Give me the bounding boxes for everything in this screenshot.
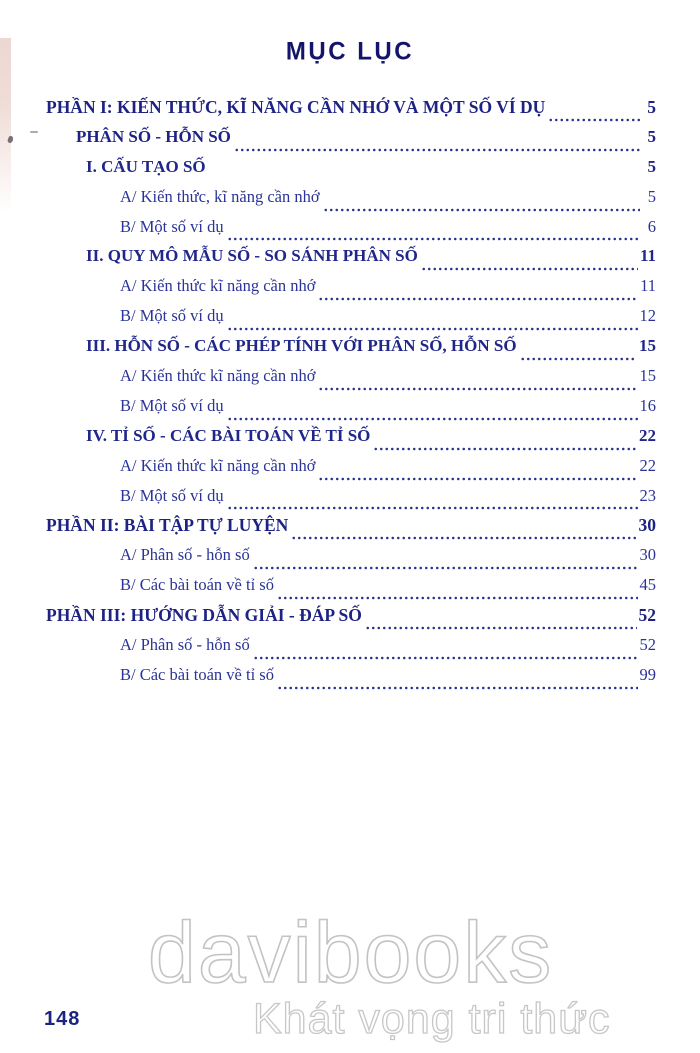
scan-speck: [30, 131, 38, 133]
toc-entry-page: 99: [639, 664, 656, 684]
toc-entry-page: 45: [639, 575, 656, 595]
toc-entry-label: B/ Các bài toán về tỉ số: [120, 575, 274, 595]
toc-entry-label: PHẦN III: HƯỚNG DẪN GIẢI - ĐÁP SỐ: [46, 605, 362, 626]
toc-entry-page: 16: [639, 395, 656, 415]
toc-entry-page: 52: [639, 635, 656, 655]
dotted-leader: [520, 357, 637, 361]
toc-entry-page: 11: [640, 276, 656, 296]
dotted-leader: [234, 148, 640, 152]
table-of-contents: [0, 97, 700, 695]
toc-entry-label: PHẦN I: KIẾN THỨC, KĨ NĂNG CẦN NHỚ VÀ MỘT SỐ VÍ DỤ: [46, 97, 546, 117]
toc-entry: [46, 545, 656, 575]
toc-entry: [46, 187, 656, 217]
toc-entry: [46, 217, 656, 247]
toc-entry-label: III. HỖN SỐ - CÁC PHÉP TÍNH VỚI PHÂN SỐ, HỖN SỐ: [86, 336, 517, 356]
toc-entry: [46, 396, 656, 426]
toc-entry: [46, 426, 656, 456]
dotted-leader: [421, 267, 638, 271]
toc-entry-label: A/ Kiến thức kĩ năng cần nhớ: [120, 366, 316, 386]
toc-entry: [46, 306, 656, 336]
toc-entry-label: A/ Phân số - hỗn số: [120, 545, 250, 565]
dotted-leader: [227, 417, 638, 421]
toc-entry: [46, 246, 656, 276]
dotted-leader: [227, 237, 640, 241]
watermark-davibooks: davibooks: [148, 905, 554, 1001]
toc-entry: [46, 157, 656, 187]
toc-entry-page: 6: [647, 216, 656, 236]
toc-entry: [46, 276, 656, 306]
toc-entry-label: B/ Một số ví dụ: [120, 306, 224, 326]
toc-entry-page: 5: [647, 97, 656, 117]
toc-entry: [46, 366, 656, 396]
toc-entry-label: B/ Một số ví dụ: [120, 395, 224, 415]
toc-entry: [46, 97, 656, 127]
toc-entry-page: 30: [638, 515, 656, 536]
toc-entry-label: PHÂN SỐ - HỖN SỐ: [76, 126, 231, 146]
watermark-slogan: Khát vọng tri thức: [253, 995, 611, 1043]
dotted-leader: [253, 656, 638, 660]
toc-entry: [46, 665, 656, 695]
dotted-leader: [548, 118, 640, 122]
toc-entry-label: B/ Các bài toán về tỉ số: [120, 664, 274, 684]
leader-spacer: [209, 178, 640, 182]
toc-entry-page: 22: [639, 425, 656, 445]
page-number: 148: [44, 1008, 81, 1030]
toc-entry-page: 12: [639, 306, 656, 326]
toc-entry-label: I. CẤU TẠO SỐ: [86, 156, 206, 176]
dotted-leader: [323, 208, 640, 212]
dotted-leader: [253, 566, 638, 570]
dotted-leader: [227, 327, 638, 331]
dotted-leader: [291, 536, 636, 540]
toc-entry-page: 5: [647, 156, 656, 176]
toc-entry-label: B/ Một số ví dụ: [120, 216, 224, 236]
dotted-leader: [227, 506, 638, 510]
toc-entry-page: 5: [647, 126, 656, 146]
dotted-leader: [318, 297, 638, 301]
dotted-leader: [277, 686, 638, 690]
toc-entry-page: 30: [639, 545, 656, 565]
dotted-leader: [318, 387, 637, 391]
toc-entry-page: 15: [639, 366, 656, 386]
toc-entry-label: A/ Phân số - hỗn số: [120, 635, 250, 655]
dotted-leader: [318, 477, 637, 481]
toc-entry-label: A/ Kiến thức kĩ năng cần nhớ: [120, 276, 316, 296]
toc-entry: [46, 635, 656, 665]
toc-entry-page: 23: [639, 485, 656, 505]
toc-entry: [46, 486, 656, 516]
toc-entry-page: 52: [638, 605, 656, 626]
toc-entry-page: 5: [647, 186, 656, 206]
dotted-leader: [373, 447, 637, 451]
toc-entry-label: A/ Kiến thức kĩ năng cần nhớ: [120, 455, 316, 475]
toc-entry: [46, 456, 656, 486]
toc-entry: [46, 336, 656, 366]
page-title: MỤC LỤC: [285, 37, 415, 66]
dotted-leader: [365, 626, 637, 630]
toc-entry: [46, 575, 656, 605]
toc-entry-label: II. QUY MÔ MẪU SỐ - SO SÁNH PHÂN SỐ: [86, 246, 418, 266]
toc-entry-label: A/ Kiến thức, kĩ năng cần nhớ: [120, 186, 320, 206]
toc-entry-label: IV. TỈ SỐ - CÁC BÀI TOÁN VỀ TỈ SỐ: [86, 425, 371, 445]
toc-entry-page: 22: [639, 455, 656, 475]
toc-entry: [46, 605, 656, 635]
toc-entry-page: 11: [639, 246, 656, 266]
dotted-leader: [277, 596, 638, 600]
toc-entry: [46, 127, 656, 157]
toc-entry: [46, 515, 656, 545]
toc-entry-label: B/ Một số ví dụ: [120, 485, 224, 505]
toc-entry-page: 15: [639, 336, 656, 356]
toc-entry-label: PHẦN II: BÀI TẬP TỰ LUYỆN: [46, 515, 289, 536]
